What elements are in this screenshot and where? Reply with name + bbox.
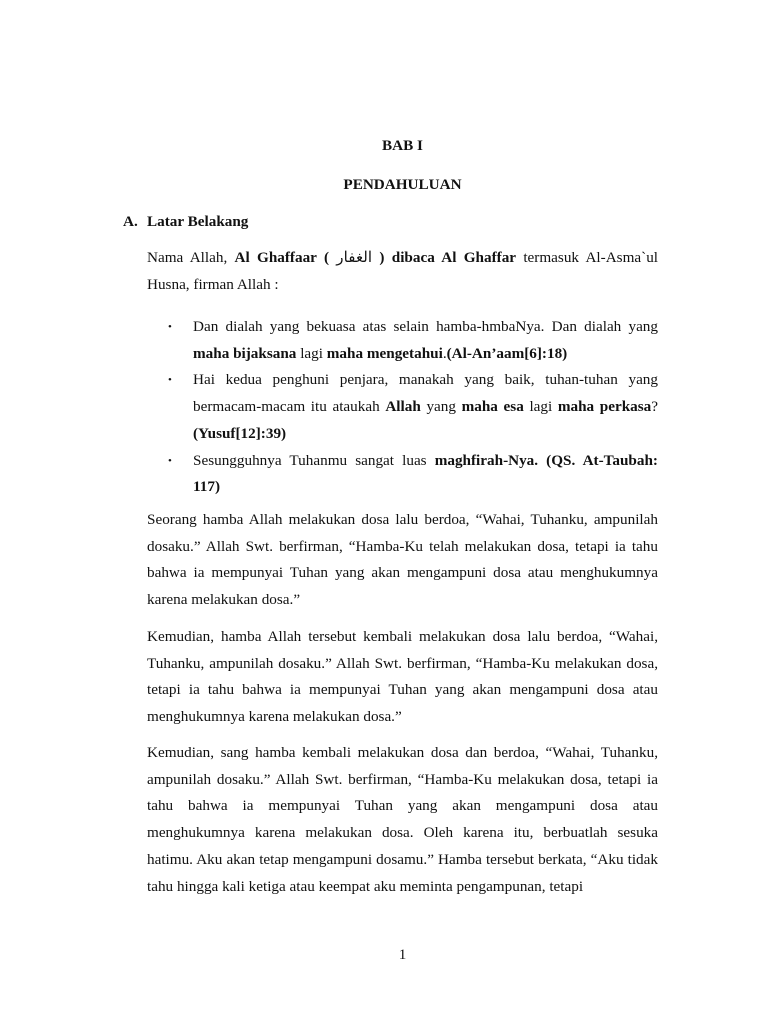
verse-bold: maha perkasa: [557, 398, 652, 416]
intro-paren-open: (: [316, 249, 337, 266]
body-paragraph-1: Seorang hamba Allah melakukan dosa lalu berdoa, “Wahai, Tuhanku, ampunilah dosaku.” Allah Swt. berfirman, “Hamba-Ku telah melakukan dosa, tetapi ia tahu bahwa ia mempunyai Tuhan yang akan mengampuni dosa atau menghukumnya karena melakukan dosa.”: [147, 511, 658, 609]
verse-reference: (Al-An’aam[6]:18): [446, 344, 568, 362]
section-letter: A.: [123, 213, 138, 230]
verse-item: [147, 314, 658, 367]
verse-item: [147, 367, 658, 447]
verse-text: Dan dialah yang bekuasa atas selain hamba-hmbaNya. Dan dialah yang: [193, 318, 658, 335]
intro-text-1: Nama Allah,: [147, 249, 235, 266]
verse-text: .: [442, 344, 447, 362]
intro-paragraph: [147, 245, 658, 298]
body-paragraph-2: Kemudian, hamba Allah tersebut kembali melakukan dosa lalu berdoa, “Wahai, Tuhanku, ampunilah dosaku.” Allah Swt. berfirman, “Hamba-Ku melakukan dosa, tetapi ia tahu bahwa ia mempunyai Tuhan yang akan mengampuni dosa atau menghukumnya karena melakukan dosa.”: [147, 628, 658, 726]
verse-list: [147, 314, 658, 501]
section-title: Latar Belakang: [147, 213, 249, 230]
intro-arabic-text: الغفار: [336, 249, 373, 266]
body-paragraph-3: Kemudian, sang hamba kembali melakukan dosa dan berdoa, “Wahai, Tuhanku, ampunilah dosaku.” Allah Swt. berfirman, “Hamba-Ku melakukan dosa, tetapi ia tahu bahwa ia mempunyai Tuhan yang akan mengampuni dosa atau menghukumnya karena melakukan dosa. Oleh karena itu, berbuatlah sesuka hatimu. Aku akan tetap mengampuni dosamu.” Hamba tersebut berkata, “Aku tidak tahu hingga kali ketiga atau keempat aku meminta pengampunan, tetapi: [147, 744, 658, 895]
intro-bold-2: Al Ghaffar: [441, 249, 517, 266]
intro-bold-1: Al Ghaffaar: [234, 249, 317, 266]
verse-bold: maha mengetahui: [326, 344, 443, 362]
section-heading: [123, 213, 248, 231]
verse-text: Hai kedua penghuni penjara, manakah yang baik, tuhan-tuhan yang bermacam-macam itu ataukah: [193, 371, 658, 416]
verse-item: [147, 448, 658, 501]
bullet-icon: •: [168, 374, 172, 387]
intro-text-2: termasuk Al-Asma`ul Husna, firman Allah :: [147, 249, 659, 293]
chapter-title: PENDAHULUAN: [343, 176, 462, 193]
verse-text: lagi: [296, 344, 327, 362]
bullet-icon: •: [168, 321, 172, 333]
bullet-icon: •: [168, 454, 172, 467]
chapter-heading: BAB I: [382, 137, 423, 154]
verse-text: yang: [420, 398, 462, 416]
verse-reference: (Yusuf[12]:39): [193, 424, 287, 442]
verse-bold: maha bijaksana: [193, 344, 297, 362]
verse-bold: maha esa: [461, 398, 524, 416]
verse-text: lagi: [523, 398, 558, 416]
verse-bold: Allah: [385, 398, 421, 416]
verse-reference: maghfirah-Nya. (QS. At-Taubah: 117): [193, 451, 658, 496]
intro-paren-close: ) dibaca: [372, 249, 442, 266]
page-number: 1: [398, 946, 407, 963]
verse-text: ?: [651, 398, 659, 416]
verse-text: Sesungguhnya Tuhanmu sangat luas: [193, 451, 435, 469]
